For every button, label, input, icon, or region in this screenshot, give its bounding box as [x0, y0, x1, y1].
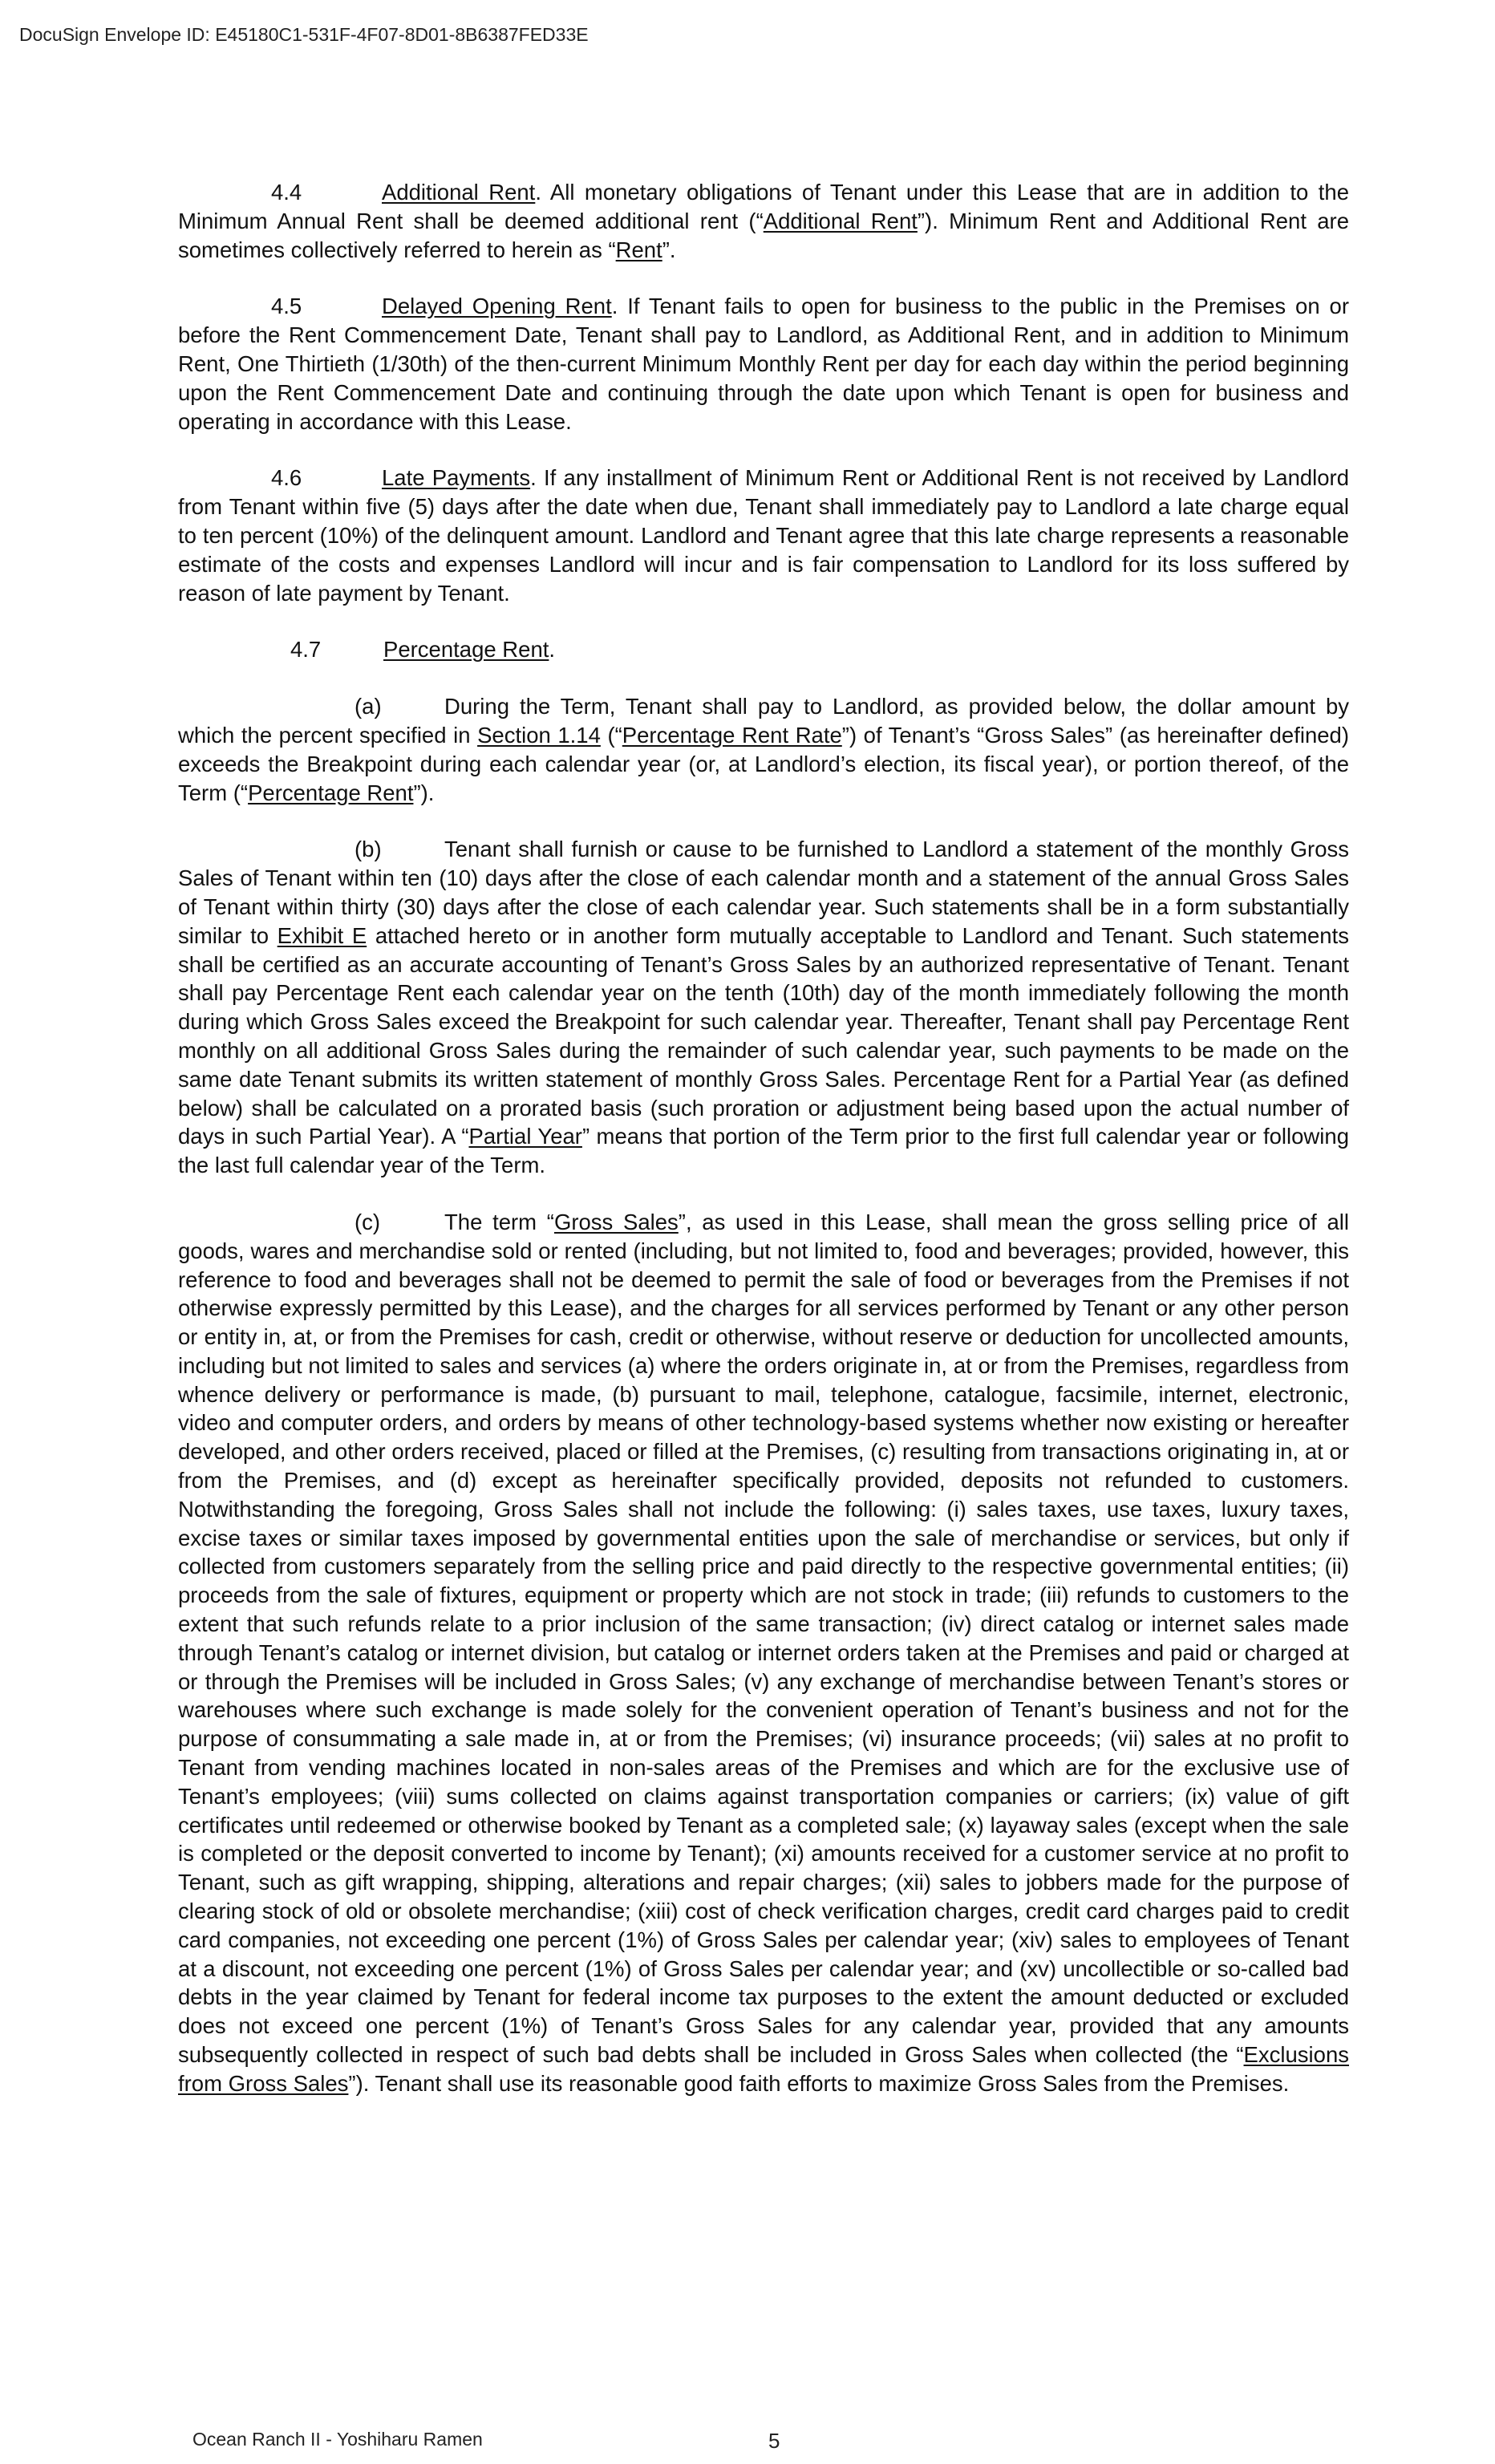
section-4-7-b — [178, 835, 1349, 1180]
section-number: 4.4 — [271, 180, 302, 205]
footer-document-name: Ocean Ranch II - Yoshiharu Ramen — [192, 2429, 483, 2450]
cross-reference: Exhibit E — [277, 922, 367, 948]
section-text: ”) of Tenant’s “Gross Sales” (as hereinafter defined) exceeds the Breakpoint during each calendar year (or, at Landlord’s election, its fiscal year), or portion thereof, of the Term (“ — [178, 722, 1349, 805]
section-heading: Late Payments — [382, 465, 531, 491]
section-heading: Delayed Opening Rent — [382, 294, 612, 319]
section-text: During the Term, Tenant shall pay to Landlord, as provided below, the dollar amount by which the percent specified in — [178, 694, 1349, 748]
section-number: 4.5 — [271, 294, 302, 319]
section-text: (“ — [600, 722, 622, 748]
section-4-7-c — [178, 1208, 1349, 2098]
defined-term: Exclusions from Gross Sales — [178, 2042, 1349, 2096]
section-text: attached hereto or in another form mutually acceptable to Landlord and Tenant. Such statements shall be certified as an accurate accounting of Tenant’s Gross Sales by an authorized representative of Tenant. Tenant shall pay Percentage Rent each calendar year on the tenth (10th) day of the month immediately following the month during which Gross Sales exceed the Breakpoint for such calendar year. Thereafter, Tenant shall pay Percentage Rent monthly on all additional Gross Sales during the remainder of such calendar year, such payments to be made on the same date Tenant submits its written statement of monthly Gross Sales. Percentage Rent for a Partial Year (as defined below) shall be calculated on a prorated basis (such proration or adjustment being based upon the actual number of days in such Partial Year). A “ — [178, 922, 1349, 1149]
defined-term: Rent — [615, 237, 662, 262]
section-text: . If Tenant fails to open for business to the public in the Premises on or before the Rent Commencement Date, Tenant shall pay to Landlord, as Additional Rent, and in addition to Minimum Rent, One Thirtieth (1/30th) of the then-current Minimum Monthly Rent per day for each day within the period beginning upon the Rent Commencement Date and continuing through the date upon which Tenant is open for business and operating in accordance with this Lease. — [178, 294, 1349, 434]
subsection-label: (b) — [355, 837, 382, 862]
page-number: 5 — [768, 2429, 780, 2453]
section-4-7 — [178, 635, 1349, 664]
section-4-4 — [178, 178, 1349, 264]
envelope-id: DocuSign Envelope ID: E45180C1-531F-4F07-8D01-8B6387FED33E — [19, 24, 589, 45]
section-4-7-a — [178, 692, 1349, 807]
section-heading: Percentage Rent — [383, 637, 549, 663]
section-text: ”). — [413, 780, 435, 805]
defined-term: Partial Year — [468, 1124, 582, 1149]
section-text: Tenant shall furnish or cause to be furnished to Landlord a statement of the monthly Gross Sales of Tenant within ten (10) days after the close of each calendar month and a statement of the annual Gross Sales of Tenant within thirty (30) days after the close of each calendar year. Such statements shall be in a form substantially similar to — [178, 837, 1349, 948]
section-text: ”). Minimum Rent and Additional Rent are sometimes collectively referred to herein as “ — [178, 208, 1349, 262]
defined-term: Additional Rent — [763, 208, 918, 233]
section-text: ”). Tenant shall use its reasonable good faith efforts to maximize Gross Sales from the Premises. — [348, 2070, 1290, 2096]
section-text: ” means that portion of the Term prior to the first full calendar year or following the last full calendar year of the Term. — [178, 1124, 1349, 1178]
section-number: 4.6 — [271, 465, 302, 491]
section-4-6 — [178, 464, 1349, 607]
subsection-label: (a) — [355, 694, 382, 719]
section-text: ”. — [662, 237, 676, 262]
cross-reference: Section 1.14 — [477, 722, 601, 748]
section-text: . If any installment of Minimum Rent or Additional Rent is not received by Landlord from Tenant within five (5) days after the date when due, Tenant shall immediately pay to Landlord a late charge equal to ten percent (10%) of the delinquent amount. Landlord and Tenant agree that this late charge represents a reasonable estimate of the costs and expenses Landlord will incur and is fair compensation to Landlord for its loss suffered by reason of late payment by Tenant. — [178, 465, 1350, 606]
defined-term: Percentage Rent — [248, 780, 414, 805]
subsection-label: (c) — [355, 1209, 381, 1234]
section-text: ”, as used in this Lease, shall mean the gross selling price of all goods, wares and merchandise sold or rented (including, but not limited to, food and beverages; provided, however, this reference to food and beverages shall not be deemed to permit the sale of food or beverages from the Premises if not otherwise expressly permitted by this Lease), and the charges for all services performed by Tenant or any other person or entity in, at, or from the Premises for cash, credit or otherwise, without reserve or deduction for uncollected amounts, including but not limited to sales and services (a) where the orders originate in, at or from the Premises, regardless from whence delivery or performance is made, (b) pursuant to mail, telephone, catalogue, facsimile, internet, electronic, video and computer orders, and orders by means of other technology-based systems whether now existing or hereafter developed, and other orders received, placed or filled at the Premises, (c) resulting from transactions originating in, at or from the Premises, and (d) except as hereinafter specifically provided, deposits not refunded to customers. Notwithstanding the foregoing, Gross Sales shall not include the following: (i) sales taxes, use taxes, luxury taxes, excise taxes or similar taxes imposed by governmental entities upon the sale of merchandise or services, but only if collected from customers separately from the selling price and paid directly to the respective governmental entities; (ii) proceeds from the sale of fixtures, equipment or property which are not stock in trade; (iii) refunds to customers to the extent that such refunds relate to a prior inclusion of the same transaction; (iv) direct catalog or internet sales made through Tenant’s catalog or internet division, but catalog or internet orders taken at the Premises and paid or charged at or through the Premises will be included in Gross Sales; (v) any exchange of merchandise between Tenant’s stores or warehouses where such exchange is made solely for the convenient operation of Tenant’s business and not for the purpose of consummating a sale made in, at or from the Premises; (vi) insurance proceeds; (vii) sales at no profit to Tenant from vending machines located in non-sales areas of the Premises and which are for the exclusive use of Tenant’s employees; (viii) sums collected on claims against transportation companies or carriers; (ix) value of gift certificates until redeemed or otherwise booked by Tenant as a completed sale; (x) layaway sales (except when the sale is completed or the deposit converted to income by Tenant); (xi) amounts received for a customer service at no profit to Tenant, such as gift wrapping, shipping, alterations and repair charges; (xii) sales to jobbers made for the purpose of clearing stock of old or obsolete merchandise; (xiii) cost of check verification charges, credit card charges paid to credit card companies, not exceeding one percent (1%) of Gross Sales per calendar year; (xiv) sales to employees of Tenant at a discount, not exceeding one percent (1%) of Gross Sales per calendar year; and (xv) uncollectible or so-called bad debts in the year claimed by Tenant for federal income tax purposes to the extent the amount deducted or excluded does not exceed one percent (1%) of Tenant’s Gross Sales for any calendar year, provided that any amounts subsequently collected in respect of such bad debts shall be included in Gross Sales when collected (the “ — [178, 1209, 1349, 2068]
section-number: 4.7 — [290, 637, 322, 663]
section-text: The term “ — [444, 1209, 554, 1234]
section-text: . All monetary obligations of Tenant under this Lease that are in addition to the Minimum Annual Rent shall be deemed additional rent (“ — [178, 180, 1349, 233]
section-4-5 — [178, 292, 1349, 436]
defined-term: Gross Sales — [553, 1209, 679, 1234]
section-text: . — [549, 637, 556, 663]
section-heading: Additional Rent — [382, 180, 536, 205]
defined-term: Percentage Rent Rate — [622, 722, 842, 748]
document-body — [178, 178, 1349, 2126]
